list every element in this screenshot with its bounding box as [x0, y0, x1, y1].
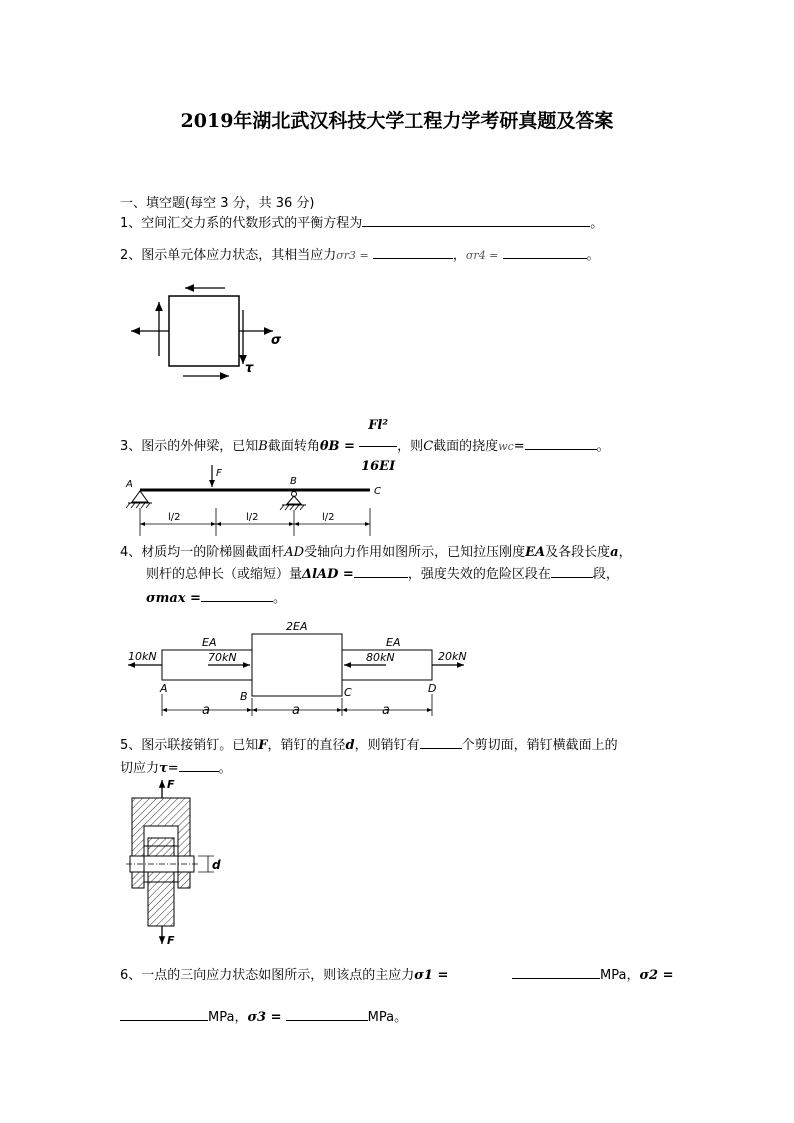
q3-b: B [258, 439, 268, 454]
label-10kn: 10kN [128, 650, 157, 663]
stress-element-square [169, 296, 239, 366]
q3-blank[interactable] [525, 436, 597, 450]
label-b-point: B [240, 690, 248, 703]
bar-segment-bc [252, 634, 342, 696]
label-2ea: 2EA [286, 620, 308, 633]
q4-text-g: 段， [592, 567, 619, 582]
q3-text4: 截面的挠度 [433, 439, 499, 454]
segment-a-3: a [382, 703, 390, 718]
question-5-line-2 [120, 757, 232, 776]
label-70kn: 70kN [208, 651, 237, 664]
q5-f: F [258, 738, 268, 753]
question-4-line-2 [146, 563, 619, 582]
label-f-bottom: F [167, 934, 175, 947]
label-80kn: 80kN [366, 651, 395, 664]
q5-blank-planes[interactable] [420, 735, 462, 749]
q2-end: 。 [586, 248, 600, 263]
q4-text-e: 则杆的总伸长（或缩短）量 [146, 567, 303, 582]
q6-unit-2: MPa， [208, 1010, 248, 1025]
question-6-line-1b [512, 964, 674, 983]
sigma-max-symbol: σmax = [146, 591, 201, 606]
segment-1-label: l/2 [168, 512, 181, 523]
sigma-1-symbol: σ1 = [414, 968, 449, 983]
sigma-2-symbol: σ2 = [639, 968, 674, 983]
q4-a: a [610, 545, 619, 560]
q6-end-unit: MPa。 [367, 1010, 408, 1025]
sigma-r4-symbol: σr4 = [465, 249, 499, 262]
q6-blank-s2[interactable] [120, 1007, 208, 1021]
sigma-r3-symbol: σr3 = [336, 249, 369, 262]
q4-ad: AD [284, 545, 305, 560]
question-4-line-1 [120, 541, 632, 560]
q6-unit-1: MPa， [600, 968, 640, 983]
label-ea-left: EA [202, 636, 217, 649]
label-f-top: F [167, 778, 175, 791]
question-4-line-3 [146, 587, 286, 606]
q3-text3: ，则 [397, 439, 424, 454]
label-d: d [212, 858, 221, 872]
stress-element-figure [125, 280, 295, 385]
delta-l-symbol: ΔlAD = [302, 567, 354, 582]
segment-a-1: a [202, 703, 210, 718]
page-title: 2019年湖北武汉科技大学工程力学考研真题及答案 [180, 110, 614, 132]
q1-end: 。 [590, 216, 604, 231]
pin-connection-figure [122, 776, 232, 948]
q6-text: 6、一点的三向应力状态如图所示，则该点的主应力 [120, 968, 415, 983]
q4-blank-dl[interactable] [354, 564, 408, 578]
q4-text-f: ，强度失效的危险区段在 [407, 567, 551, 582]
segment-2-label: l/2 [246, 512, 259, 523]
q5-text2: ，销钉的直径 [267, 738, 346, 753]
q2-blank-r4[interactable] [503, 245, 587, 259]
q3-c: C [423, 439, 434, 454]
question-6-line-1 [120, 964, 448, 983]
label-a: A [126, 479, 133, 490]
question-5-line-1 [120, 734, 618, 753]
theta-b-symbol: θB = [319, 439, 355, 454]
q3-w: wc [498, 440, 514, 453]
label-c-point: C [344, 686, 352, 699]
support-a [132, 491, 148, 502]
segment-a-2: a [292, 703, 300, 718]
q4-text-a: 4、材质均一的阶梯圆截面杆 [120, 545, 285, 560]
label-a-point: A [160, 682, 168, 695]
q3-eq: = [513, 439, 525, 454]
question-1 [120, 212, 603, 231]
q4-blank-segment[interactable] [551, 564, 593, 578]
q4-blank-smax[interactable] [201, 588, 273, 602]
q2-text: 2、图示单元体应力状态，其相当应力 [120, 248, 337, 263]
sigma-label: σ [271, 333, 282, 348]
q4-end: 。 [272, 591, 286, 606]
question-6-line-2 [120, 1006, 407, 1025]
q5-d: d [345, 738, 355, 753]
stepped-bar-figure [122, 618, 472, 718]
question-3 [120, 406, 610, 474]
q5-tau: τ [159, 761, 168, 776]
q3-end: 。 [596, 439, 610, 454]
label-ea-right: EA [386, 636, 401, 649]
q6-blank-s3[interactable] [286, 1007, 368, 1021]
q4-text-d: ， [618, 545, 632, 560]
q1-text: 1、空间汇交力系的代数形式的平衡方程为 [120, 216, 363, 231]
label-f: F [216, 468, 222, 479]
q4-ea: EA [525, 545, 546, 560]
q2-comma: ， [452, 248, 466, 263]
q5-text: 5、图示联接销钉。已知 [120, 738, 259, 753]
label-20kn: 20kN [438, 650, 467, 663]
q3-denominator: 16EI [361, 459, 396, 474]
q5-eq: = [167, 761, 179, 776]
tau-label: τ [245, 361, 254, 376]
q5-end: 。 [218, 761, 232, 776]
q5-blank-tau[interactable] [179, 758, 219, 772]
q5-text4: 个剪切面，销钉横截面上的 [461, 738, 618, 753]
label-d-point: D [428, 682, 437, 695]
q3-text: 3、图示的外伸梁，已知 [120, 439, 259, 454]
section-header: 一、填空题(每空 3 分，共 36 分) [120, 196, 315, 211]
q3-numerator: Fl² [359, 406, 397, 447]
q3-text2: 截面转角 [267, 439, 320, 454]
label-c: C [374, 486, 381, 497]
q5-line2: 切应力 [120, 761, 160, 776]
q6-blank-s1[interactable] [512, 965, 600, 979]
q2-blank-r3[interactable] [373, 245, 453, 259]
q5-text3: ，则销钉有 [354, 738, 420, 753]
q4-text-b: 受轴向力作用如图所示，已知拉压刚度 [304, 545, 526, 560]
q4-text-c: 及各段长度 [545, 545, 611, 560]
label-b: B [290, 476, 297, 487]
sigma-3-symbol: σ3 = [247, 1010, 282, 1025]
q1-blank[interactable] [362, 213, 590, 227]
question-2 [120, 244, 600, 263]
overhanging-beam-figure [122, 462, 392, 542]
segment-3-label: l/2 [322, 512, 335, 523]
